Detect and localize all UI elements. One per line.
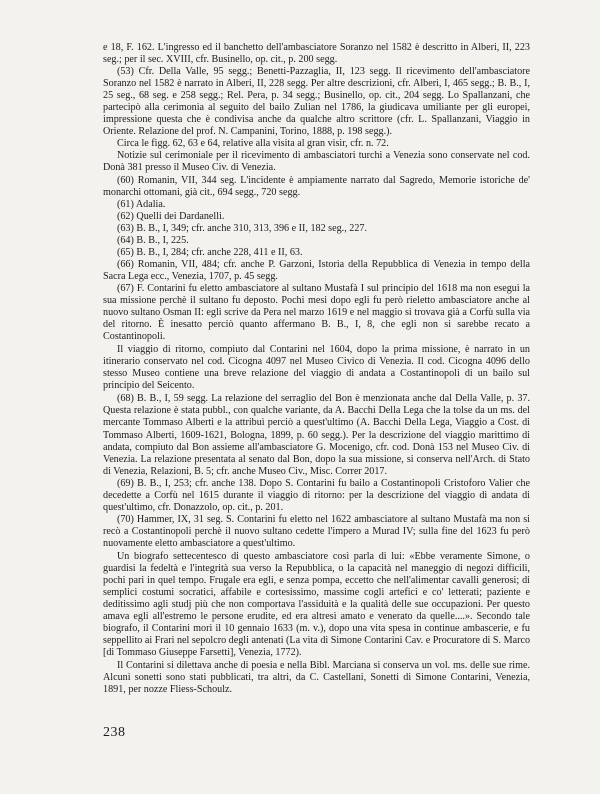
note-69: (69) B. B., I, 253; cfr. anche 138. Dopo S. Contarini fu bailo a Costantinopoli Cristoforo Valier che decedette a Corfù nel 1615 durante il viaggio di ritorno: per la descrizione del viaggio di andata di quest'ultimo, cfr. Donazzolo, op. cit., p. 201. — [103, 477, 530, 513]
page-number: 238 — [103, 725, 126, 740]
note-61: (61) Adalia. — [117, 198, 166, 210]
note-59-figures: Circa le figg. 62, 63 e 64, relative alla visita al gran visir, cfr. n. 72. — [117, 138, 389, 150]
note-70-poetry: Il Contarini si dilettava anche di poesia e nella Bibl. Marciana si conserva un vol. ms. delle sue rime. Alcuni sonetti sono stati pubblicati, tra altri, da C. Castellani, Sonetti di Simone Contarini, Venezia, 1891, per nozze Fliess-Schoulz. — [103, 660, 530, 696]
note-70: (70) Hammer, IX, 31 seg. S. Contarini fu eletto nel 1622 ambasciatore al sultano Mustafà ma non si recò a Costantinopoli perchè il nuovo sultano cedette l'impero a Murad IV; sulla fine del 1623 fu però nuovamente eletto ambasciatore a quest'ultimo. — [103, 513, 530, 549]
note-70-biographer: Un biografo settecentesco di questo ambasciatore così parla di lui: «Ebbe veramente Simone, o guardisi la fedeltà e l'integrità sua verso la Repubblica, o la capacità nel maneggio di negozi difficili, pochi pari in quel tempo. Frugale era egli, e senza pompa, eccetto che nell'alimentar cavalli generosi; di semplici costumi socratici, affabile e cortesissimo, massime cogli artefici e co' letterati; paziente e deditissimo agli studj più che non comportava l'assiduità e la qualità delle sue occupazioni. Per questo amava egli all'estremo le persone erudite, ed era altresì amato e venerato da quelle....». Secondo tale biografo, il Contarini morì il 10 gennaio 1633 (m. v.), dopo una vita spesa in continue ambascerie, e fu seppellito ai Frari nel sepolcro degli antenati (La vita di Simone Contarini Cav. e Procuratore di S. Marco [di Tommaso Giuseppe Farsetti], Venezia, 1772). — [103, 550, 531, 659]
note-68: (68) B. B., I, 59 segg. La relazione del serraglio del Bon è menzionata anche dal Della Valle, p. 37. Questa relazione è stata pubbl., con qualche variante, da A. Bacchi Della Lega che la tolse da un ms. del mercante Tommaso Alberti e la attribuì perciò a quest'ultimo (A. Bacchi Della Lega, Viaggio a Cost. di Tommaso Alberti, 1609-1621, Bologna, 1899, p. 60 segg.). Per la descrizione del viaggio marittimo di andata, compiuto dal Bon assieme all'ambasciatore G. Mocenigo, cfr. cod. Donà 153 nel Museo Civ. di Venezia. La relazione presentata al senato dal Bon, dopo la sua missione, si conserva nell'Arch. di Stato di Venezia, Relazioni, B. 5; cfr. anche Museo Civ., Misc. Correr 2017. — [103, 393, 530, 477]
note-65: (65) B. B., I, 284; cfr. anche 228, 411 e II, 63. — [117, 246, 303, 258]
notes-text-block — [103, 42, 530, 697]
note-63: (63) B. B., I, 349; cfr. anche 310, 313, 396 e II, 182 seg., 227. — [117, 222, 367, 234]
note-62: (62) Quelli dei Dardanelli. — [117, 210, 225, 222]
note-67: (67) F. Contarini fu eletto ambasciatore al sultano Mustafà I sul principio del 1618 ma non eseguì la sua missione perchè il sultano fu deposto. Pochi mesi dopo egli fu però rieletto ambasciatore anche al nuovo sultano Osman II: egli scrive da Pera nel marzo 1619 e nel maggio si trovava già a Corfù sulla via del ritorno. È inesatto perciò quanto affermano B. B., I, 8, che egli non si sarebbe recato a Costantinopoli. — [103, 282, 530, 343]
note-64: (64) B. B., I, 225. — [117, 234, 189, 246]
note-60: (60) Romanin, VII, 344 seg. L'incidente è ampiamente narrato dal Sagredo, Memorie istoriche de' monarchi ottomani, già cit., 694 segg., 720 segg. — [103, 174, 530, 198]
note-continuation: e 18, F. 162. L'ingresso ed il banchetto dell'ambasciatore Soranzo nel 1582 è descritto in Alberi, II, 223 seg.; per il sec. XVIII, cfr. Businello, op. cit., p. 200 segg. — [103, 42, 530, 66]
note-59-ceremonial: Notizie sul cerimoniale per il ricevimento di ambasciatori turchi a Venezia sono conservate nel cod. Donà 381 presso il Museo Civ. di Venezia. — [103, 150, 530, 174]
note-67-return-journey: Il viaggio di ritorno, compiuto dal Contarini nel 1604, dopo la prima missione, è narrato in un itinerario conservato nel cod. Cicogna 4097 nel Museo Civico di Venezia. Il cod. Cicogna 4096 dello stesso Museo contiene una breve relazione del viaggio di andata a Costantinopoli di un bailo sul principio del Seicento. — [103, 344, 530, 392]
note-59: (53) Cfr. Della Valle, 95 segg.; Benetti-Pazzaglia, II, 123 segg. Il ricevimento dell'ambasciatore Soranzo nel 1582 è narrato in Alberi, II, 228 segg. Per altre descrizioni, cfr. Alberi, I, 465 segg.; B. B., I, 25 seg., 68 seg. e 258 segg.; Rel. Pera, p. 34 segg.; Businello, op. cit., 204 segg. Lo Spallanzani, che partecipò alla cerimonia al seguito del bailo Zulian nel 1786, la giudicava umiliante per gli europei, impressione questa che è condivisa anche da qualche altro scrittore (cfr. L. Spallanzani, Viaggio in Oriente. Relazione del prof. N. Campanini, Torino, 1888, p. 198 segg.). — [103, 66, 530, 138]
note-66: (66) Romanin, VII, 484; cfr. anche P. Garzoni, Istoria della Repubblica di Venezia in tempo della Sacra Lega ecc., Venezia, 1707, p. 45 segg. — [103, 258, 530, 282]
